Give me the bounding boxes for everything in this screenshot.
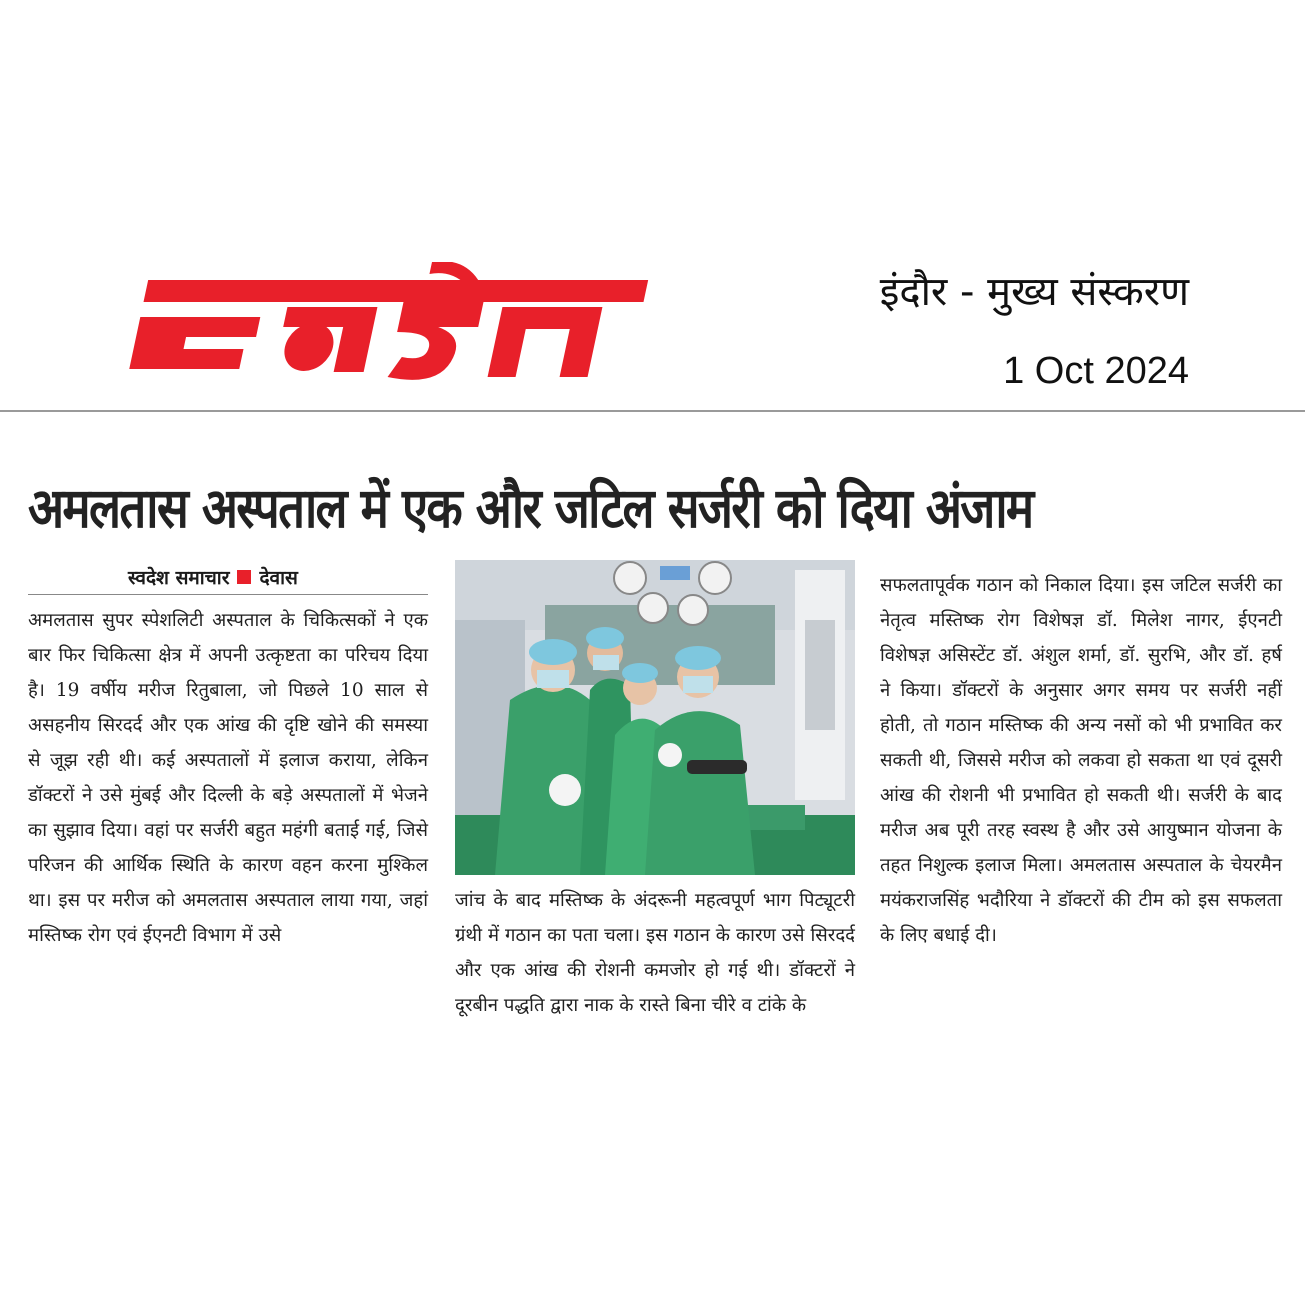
newspaper-logo: [112, 262, 652, 392]
article-byline: [128, 564, 298, 590]
article-column-1: [28, 603, 428, 1058]
byline-place: देवास: [259, 567, 298, 589]
column-3-text: सफलतापूर्वक गठान को निकाल दिया। इस जटिल सर्जरी का नेतृत्व मस्तिष्क रोग विशेषज्ञ डॉ. मिलेश नागर, ईएनटी विशेषज्ञ असिस्टेंट डॉ. अंशुल शर्मा, डॉ. सुरभि, और डॉ. हर्ष ने किया। डॉक्टरों के अनुसार अगर समय पर सर्जरी नहीं होती, तो गठान मस्तिष्क की अन्य नसों को भी प्रभावित कर सकती थी, जिससे मरीज को लकवा हो सकता था एवं दूसरी आंख की रोशनी भी प्रभावित हो सकती थी। सर्जरी के बाद मरीज अब पूरी तरह स्वस्थ है और उसे आयुष्मान योजना के तहत निशुल्क इलाज मिला। अमलतास अस्पताल के चेयरमैन मयंकराजसिंह भदौरिया ने डॉक्टरों की टीम को इस सफलता के लिए बधाई दी।: [880, 575, 1282, 946]
edition-label: इंदौर - मुख्य संस्करण: [879, 269, 1189, 315]
byline-divider: [28, 594, 428, 595]
article-column-3: [880, 568, 1282, 1058]
article-column-2: [455, 883, 855, 1058]
masthead-divider: [0, 410, 1305, 412]
column-1-text: अमलतास सुपर स्पेशलिटी अस्पताल के चिकित्सकों ने एक बार फिर चिकित्सा क्षेत्र में अपनी उत्कृष्टता का परिचय दिया है। 19 वर्षीय मरीज रितुबाला, जो पिछले 10 साल से असहनीय सिरदर्द और एक आंख की दृष्टि खोने की समस्या से जूझ रही थी। कई अस्पतालों में इलाज कराया, लेकिन डॉक्टरों ने उसे मुंबई और दिल्ली के बड़े अस्पतालों में भेजने का सुझाव दिया। वहां पर सर्जरी बहुत महंगी बताई गई, जिसे परिजन की आर्थिक स्थिति के कारण वहन करना मुश्किल था। इस पर मरीज को अमलतास अस्पताल लाया गया, जहां मस्तिष्क रोग एवं ईएनटी विभाग में उसे: [28, 610, 428, 946]
column-2-text: जांच के बाद मस्तिष्क के अंदरूनी महत्वपूर्ण भाग पिट्यूटरी ग्रंथी में गठान का पता चला। इस गठान के कारण उसे सिरदर्द और एक आंख की रोशनी कमजोर हो गई थी। डॉक्टरों ने दूरबीन पद्धति द्वारा नाक के रास्ते बिना चीरे व टांके के: [455, 890, 855, 1016]
article-headline: अमलतास अस्पताल में एक और जटिल सर्जरी को दिया अंजाम: [28, 476, 1033, 540]
byline-marker: [237, 570, 251, 584]
issue-date: 1 Oct 2024: [1003, 350, 1189, 392]
surgery-team-photo: [455, 560, 855, 875]
byline-source: स्वदेश समाचार: [128, 567, 230, 589]
